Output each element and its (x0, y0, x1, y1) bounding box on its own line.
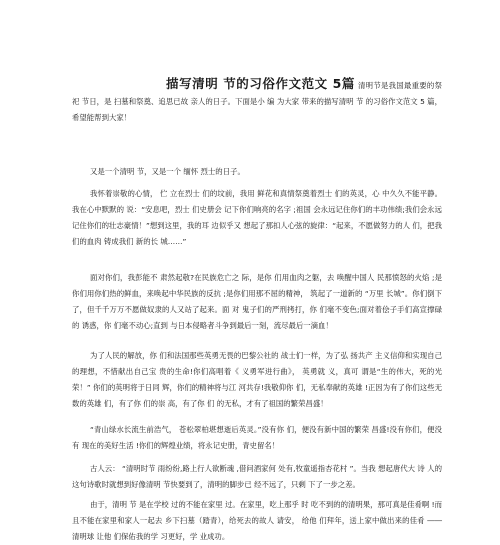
paragraph-7-block (72, 497, 442, 545)
paragraph: 又是一个清明 节，又是一个 缅怀 烈士的日子。 (90, 167, 245, 176)
paragraph-6-block (72, 461, 442, 493)
paragraph-5-block (72, 422, 442, 454)
paragraph: 古人云： “清明时节 雨纷纷,路上行人欲断魂 ,借问酒家何 处有,牧童遥指杏花村 ”。当我 想起唐代大 诗 人的 这句诗歌时就想到好像清明 节快要到了，清明的脚步已 经不远了，只剩 下了一步之差。 (72, 464, 442, 489)
document-intro: 清明节是我国最重要的祭祀 节日，是 扫墓和祭奠、追思已故 亲人的日子。下面是小 编 为大家 带来的描写清明 节 的习俗作文范文 5 篇，希望能帮到大家！ (72, 81, 442, 122)
paragraph-2-block (72, 186, 442, 250)
paragraph-4-block (72, 348, 442, 412)
paragraph-3-block (72, 270, 442, 334)
paragraph: “青山绿水长流生前浩气， 苍松翠柏堪想逝后英灵。”没有你 们，便没有新中国的繁荣 昌盛!没有你们，便没有 现在的美好生活 !你们的辉煌业绩，将永记史册，青史留名！ (72, 425, 442, 450)
document-header (72, 76, 442, 126)
paragraph: 为了人民的解放，你 们和法国那些英勇无畏的巴黎公社的 战士们一样，为了弘 扬共产 主义信仰和实现自己的理想，不惜献出自己宝 贵的生命!你们高唱着《 义勇军进行曲》， 英勇就 义，真可 谓是“生的伟大，死的光荣！” 你们的英明将于日同 辉，你们的精神将与江 河共存!我敬仰你 们，无私奉献的英雄 !正因为有了你们这些无数的英雄 们，有了你 们的崇 高，有了你 们 的无私，才有了祖国的繁荣昌盛！ (72, 351, 442, 408)
paragraph-1-block (72, 164, 442, 180)
document-title: 描写清明 节的习俗作文范文 5篇 (166, 76, 355, 91)
paragraph: 由于，清明 节 是在学校 过的不能在家里 过。在家里，吃上那乎 时 吃不到的的清明果，那可真是佳肴啊 !而且不能在家里和家人一起去 乡下扫墓（踏青），给死去的故人 请安， 给他 们拜年，送上家中做出来的佳肴 ――清明球 让他 们保佑我的学 习更好，学 业成功。 (72, 500, 442, 541)
paragraph: 面对你们，我彭能不 肃然起敬?在民族危亡之 际，是你 们用血肉之躯，去 唤醒中国人 民那愤怒的火焰 ;是你们用你们热的鲜血，来唤起中华民族的反抗 ;是你们用那不屈的精神， 筑起了一道新的 “万里 长城”。你们倒下了，但千千万万不愿做奴隶的人又站了起来。面 对 鬼子们的严刑拷打，你 们毫不变色;面对着侩子手们高宣撑碌的 诱惑，你 们毫不动心;直到 与日本侵略者斗争到最后一刻，流尽最后一滴血！ (72, 273, 442, 330)
paragraph: 我怀着崇敬的心情， 伫 立在烈士 们的坟前，我用 鲜花和真情祭奠着烈士 们的英灵，心 中久久不能平静。我在心中默默的 说：“安息吧，烈士 们史册会 记下你们响亮的名字 ;祖国 会永远记住你们的丰功伟绩;我们会永远记住你们的壮志豪情！”想到这里，我的耳 边似乎又 想起了那扣人心弦的旋律：“起来，不愿做努力的人 们，把我 们的血肉 铸成我们 新的长 城……” (72, 189, 442, 246)
